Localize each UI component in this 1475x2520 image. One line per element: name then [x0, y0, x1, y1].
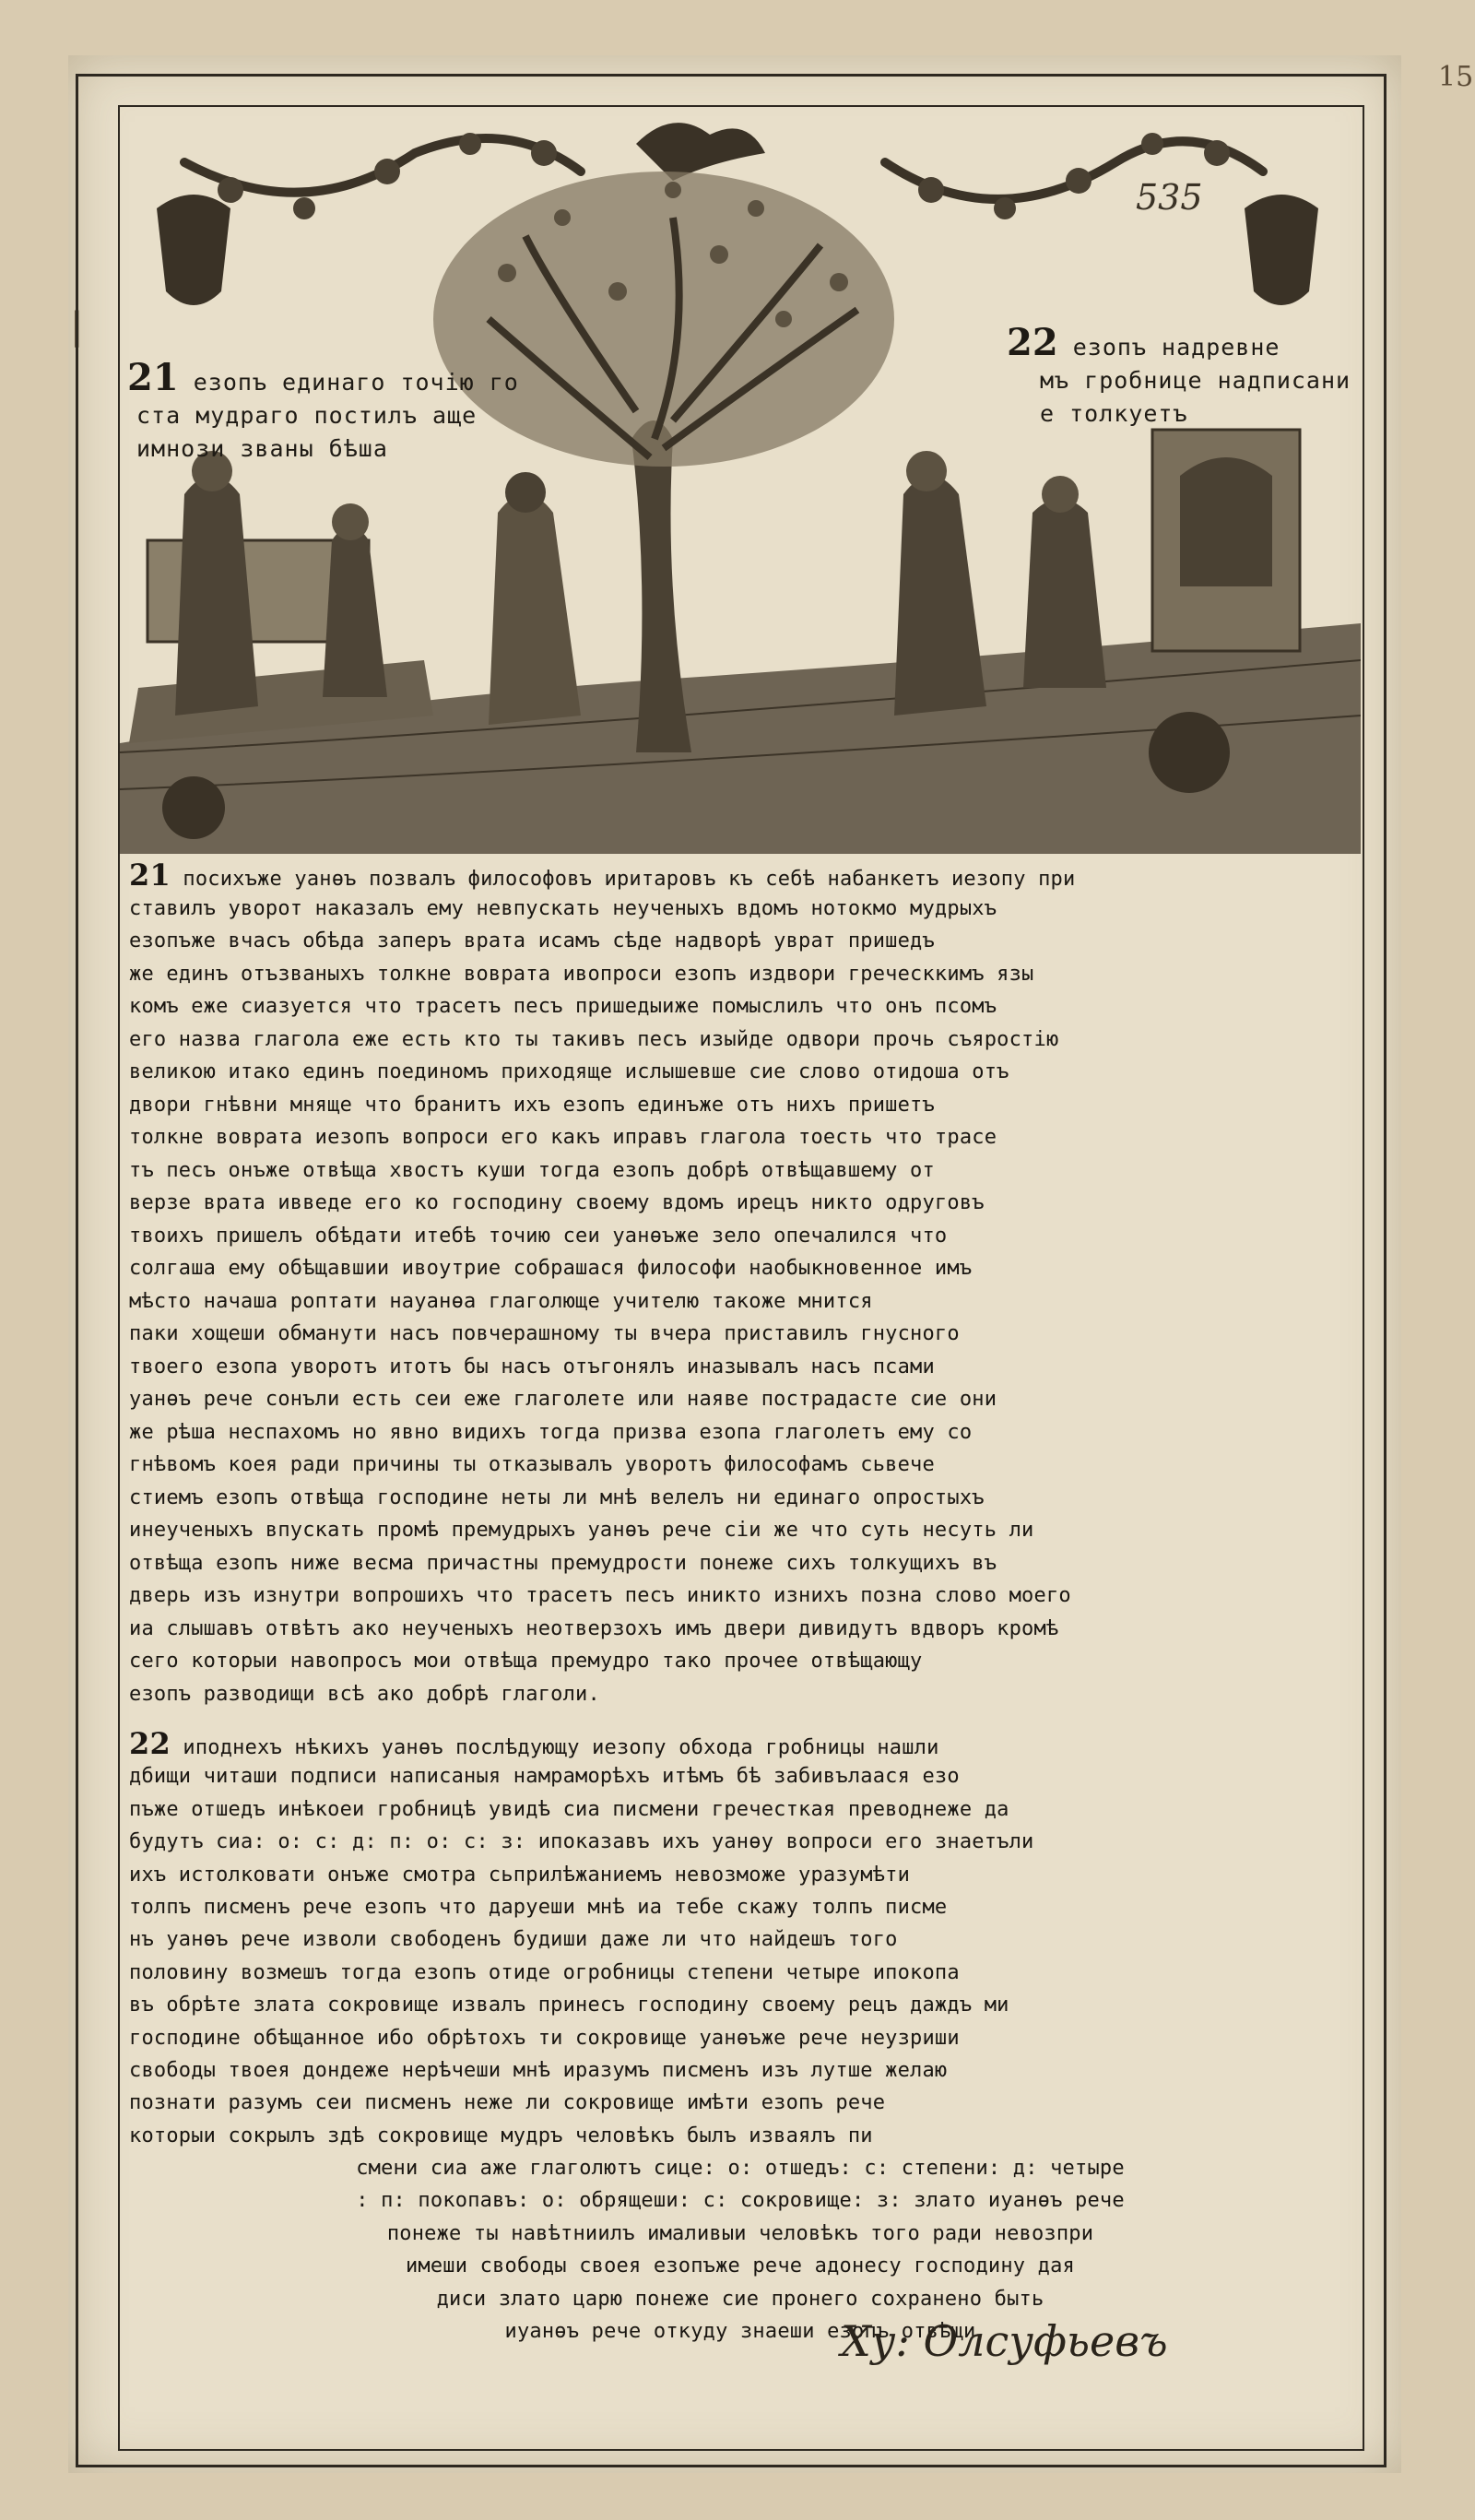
ground-flower-left — [162, 776, 225, 839]
text-line: будутъ сиа: о: с: д: п: о: с: з: ипоказавъ ихъ уанѳу вопроси его знаетъли — [129, 1830, 1034, 1854]
text-line: пъже отшедъ инѣкоеи гробницѣ увидѣ сиа писмени гречесткая преводнеже да — [129, 1797, 1009, 1821]
text-line: езопъ разводищи всѣ ако добрѣ глаголи. — [129, 1682, 600, 1706]
paragraph-21 — [129, 859, 1351, 1710]
text-line: познати разумъ сеи писменъ неже ли сокровище имѣти езопъ рече — [129, 2091, 886, 2115]
text-line: смени сиа аже глаголютъ сице: о: отшедъ: с: степени: д: четыре — [356, 2157, 1125, 2181]
text-line: мѣсто начаша роптати науанѳа глаголюще учителю такоже мнится — [129, 1289, 873, 1313]
text-line: которыи сокрылъ здѣ сокровище мудръ человѣкъ былъ изваялъ пи — [129, 2124, 873, 2147]
caption-left-line: ста мудраго постилъ аще — [136, 402, 478, 429]
text-line: верзе врата ивведе его ко господину своему вдомъ ирецъ никто одруговъ — [129, 1191, 985, 1214]
text-line: солгаша ему обѣщавшии ивоутрие собрашася философи наобыкновенное имъ — [129, 1257, 973, 1280]
text-line: его назва глагола еже есть кто ты такивъ песъ изыйде одвори прочь съяростію — [129, 1027, 1059, 1051]
ground-flower-right — [1149, 712, 1230, 793]
text-line: тъ песъ онъже отвѣща хвостъ куши тогда езопъ добрѣ отвѣщавшему от — [129, 1158, 935, 1182]
text-line: гнѣвомъ коея ради причины ты отказывалъ уворотъ философамъ сьвече — [129, 1453, 935, 1476]
text-line: отвѣща езопъ ниже весма причастны премудрости понеже сихъ толкущихъ въ — [129, 1551, 997, 1575]
text-line: уанѳъ рече сонъли есть сеи еже глаголете или наяве пострадасте сие они — [129, 1388, 997, 1411]
caption-left-line: езопъ единаго точію го — [193, 369, 519, 396]
text-line: диси злато царю понеже сие пронего сохранено быть — [436, 2287, 1044, 2311]
text-line: въ обрѣте злата сокровище извалъ принесъ господину своему рецъ даждъ ми — [129, 1994, 1009, 2017]
text-line: твоего езопа уворотъ итотъ бы насъ отъгонялъ иназывалъ насъ псами — [129, 1355, 935, 1378]
text-line: комъ еже сиазуется что трасетъ песъ пришедыиже помыслилъ что онъ псомъ — [129, 995, 997, 1018]
text-line: иа слышавъ отвѣтъ ако неученыхъ неотверзохъ имъ двери дивидутъ вдворъ кромѣ — [129, 1616, 1059, 1640]
text-line: имеши свободы своея езопъже рече адонесу господину дая — [405, 2254, 1076, 2278]
caption-right-line: езопъ надревне — [1072, 334, 1280, 361]
paragraph-22 — [129, 1728, 1351, 2348]
text-line: же единъ отъзваныхъ толкне воврата ивопроси езопъ издвори греческкимъ язы — [129, 962, 1034, 986]
text-line: 21 посихъже уанѳъ позвалъ философовъ иритаровъ къ себѣ набанкетъ иезопу при — [129, 859, 1076, 893]
edge-tick: | — [70, 304, 84, 348]
signature: Ху: Олсуфьевъ — [841, 2316, 1168, 2366]
text-line: свободы твоея дондеже нерѣчеши мнѣ иразумъ писменъ изъ лутше желаю — [129, 2058, 948, 2082]
text-line: половину возмешъ тогда езопъ отиде огробницы степени четыре ипокопа — [129, 1960, 960, 1984]
text-line: стиемъ езопъ отвѣща господине неты ли мнѣ велелъ ни единаго опростыхъ — [129, 1485, 985, 1509]
hanging-flower-right — [1245, 195, 1318, 305]
text-line: езопъже вчасъ обѣда заперъ врата исамъ сѣде надворѣ уврат пришедъ — [129, 929, 935, 952]
paragraph-22-number: 22 — [129, 1728, 171, 1761]
caption-left — [127, 356, 607, 466]
text-line: сего которыи навопросъ мои отвѣща премудро тако прочее отвѣщающу — [129, 1650, 923, 1673]
edge-mark: 15 — [1438, 61, 1474, 93]
text-line: господине обѣщанное ибо обрѣтохъ ти сокровище уанѳъже рече неузриши — [129, 2026, 960, 2050]
caption-right — [1007, 321, 1366, 431]
text-line: твоихъ пришелъ обѣдати итебѣ точию сеи уанѳъже зело опечалился что — [129, 1224, 948, 1248]
paragraph-21-number: 21 — [129, 859, 171, 893]
text-line: дверь изъ изнутри вопрошихъ что трасетъ песъ иникто изнихъ позна слово моего — [129, 1584, 1071, 1607]
text-line: : п: покопавъ: о: обрящеши: с: сокровище: з: злато иуанѳъ рече — [356, 2189, 1125, 2213]
text-line: нъ уанѳъ рече изволи свободенъ будиши даже ли что найдешъ того — [129, 1928, 898, 1952]
hanging-flower-left — [157, 195, 230, 305]
text-line: 22 иподнехъ нѣкихъ уанѳъ послѣдующу иезопу обхода гробницы нашли — [129, 1728, 939, 1761]
text-line: ставилъ уворот наказалъ ему невпускать неученыхъ вдомъ нотокмо мудрыхъ — [129, 896, 997, 920]
page-number: 535 — [1136, 177, 1203, 218]
text-line: паки хощеши обманути насъ повчерашному ты вчера приставилъ гнусного — [129, 1322, 960, 1345]
text-line: понеже ты навѣтниилъ ималивыи человѣкъ того ради невозпри — [386, 2221, 1094, 2245]
engraving-illustration — [120, 107, 1361, 854]
text-line: иуанѳъ рече откуду знаеши езопъ отвѣщи — [504, 2320, 976, 2344]
text-line: великою итако единъ поединомъ приходяще ислышевше сие слово отидоша отъ — [129, 1060, 1009, 1083]
text-line: ихъ истолковати онъже смотра сьприлѣжаниемъ невозможе уразумѣти — [129, 1863, 911, 1887]
caption-right-number: 22 — [1007, 321, 1058, 364]
caption-right-line: мъ гробнице надписани — [1040, 367, 1351, 394]
text-line: же рѣша неспахомъ но явно видихъ тогда призва езопа глаголетъ ему со — [129, 1420, 973, 1444]
text-line: дбищи читаши подписи написаныя намраморѣхъ итѣмъ бѣ забивълаася езо — [129, 1765, 960, 1789]
caption-right-line: е толкуетъ — [1040, 400, 1188, 427]
caption-left-line: имнози званы бѣша — [136, 435, 388, 462]
left-scene — [129, 451, 581, 743]
text-line: инеученыхъ впускать промѣ премудрыхъ уанѳъ рече сіи же что суть несуть ли — [129, 1519, 1034, 1542]
caption-left-number: 21 — [127, 356, 179, 399]
text-line: толкне воврата иезопъ вопроси его какъ иправъ глагола тоесть что трасе — [129, 1126, 997, 1149]
text-line: толпъ писменъ рече езопъ что даруеши мнѣ иа тебе скажу толпъ писме — [129, 1895, 948, 1919]
text-line: двори гнѣвни мняще что бранитъ ихъ езопъ единъже отъ нихъ пришетъ — [129, 1093, 935, 1117]
